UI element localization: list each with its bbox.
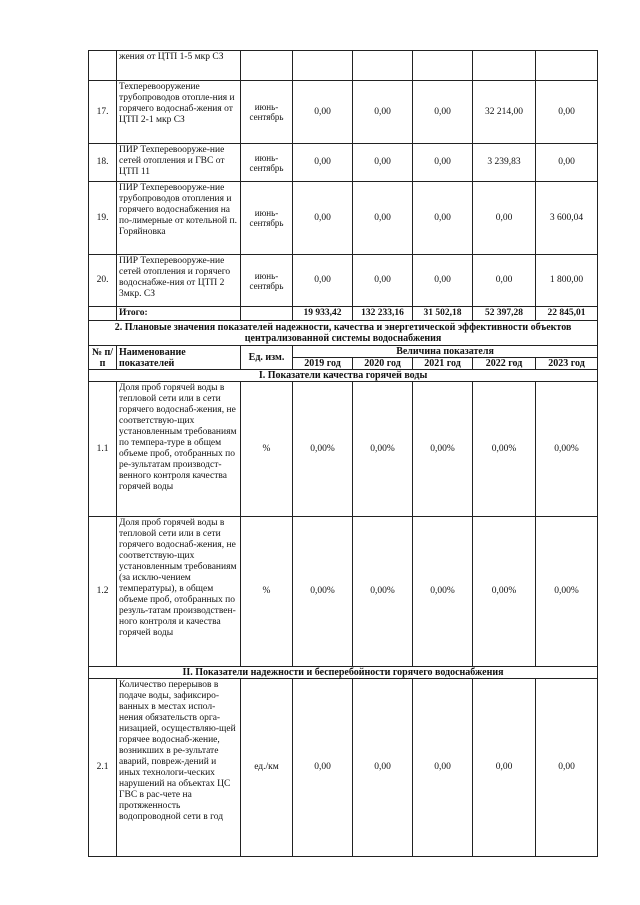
row-number: 2.1 [89,679,117,857]
value-cell: 0,00 [353,182,413,255]
total-value: 132 233,16 [353,307,413,321]
header-name: Наименование показателей [117,346,241,370]
value-cell: 0,00 [413,182,473,255]
table-row [89,517,598,667]
row-period: июнь-сентябрь [241,182,293,255]
value-cell: 0,00% [536,382,598,517]
value-cell: 0,00 [536,81,598,144]
value-cell: 0,00% [293,517,353,667]
row-period: июнь-сентябрь [241,144,293,182]
row-name: жения от ЦТП 1-5 мкр СЗ [117,51,241,81]
value-cell: 0,00 [413,81,473,144]
value-cell: 0,00 [473,679,536,857]
row-unit: ед./км [241,679,293,857]
row-name: ПИР Техперевооруже-ние сетей отопления и ГВС от ЦТП 11 [117,144,241,182]
header-values: Величина показателя [293,346,598,358]
header-number: № п/п [89,346,117,370]
subsection-row [89,370,598,382]
value-cell: 0,00 [413,255,473,307]
row-unit: % [241,517,293,667]
header-unit: Ед. изм. [241,346,293,370]
subsection-title: I. Показатели качества горячей воды [89,370,598,382]
header-year: 2021 год [413,358,473,370]
table-row [89,81,598,144]
value-cell: 0,00% [413,517,473,667]
row-name: Количество перерывов в подаче воды, зафиксиро-ванных в местах испол-нения обязательств орга-низацией, осуществляю-щей горячее водоснаб-жение, возникших в ре-зультате аварий, повреж-дений и иных технологи-ческих нарушений на объектах ЦС ГВС в рас-чете на протяженность водопроводной сети в год [117,679,241,857]
row-number: 1.1 [89,382,117,517]
value-cell: 0,00% [536,517,598,667]
table-row [89,255,598,307]
row-period: июнь-сентябрь [241,255,293,307]
value-cell: 0,00 [353,144,413,182]
row-unit: % [241,382,293,517]
section-title: 2. Плановые значения показателей надежности, качества и энергетической эффективности объектов централизованной системы водоснабжения [89,321,598,346]
table-row [89,182,598,255]
table-row [89,144,598,182]
value-cell: 3 600,04 [536,182,598,255]
total-label: Итого: [117,307,241,321]
value-cell: 0,00% [473,517,536,667]
row-name: ПИР Техперевооруже-ние сетей отопления и горячего водоснабже-ния от ЦТП 2 3мкр. СЗ [117,255,241,307]
header-year: 2023 год [536,358,598,370]
row-number: 18. [89,144,117,182]
value-cell: 0,00% [353,517,413,667]
value-cell: 0,00 [473,255,536,307]
header-row [89,346,598,358]
section-title-row [89,321,598,346]
total-value: 19 933,42 [293,307,353,321]
total-value: 31 502,18 [413,307,473,321]
table-row [89,679,598,857]
header-year: 2020 год [353,358,413,370]
value-cell: 0,00 [413,679,473,857]
value-cell: 0,00 [293,255,353,307]
total-row [89,307,598,321]
value-cell: 32 214,00 [473,81,536,144]
value-cell: 0,00 [353,81,413,144]
document-page [88,50,597,857]
value-cell: 0,00 [536,679,598,857]
value-cell: 0,00 [293,679,353,857]
header-year: 2022 год [473,358,536,370]
value-cell: 0,00 [353,255,413,307]
value-cell: 0,00 [293,81,353,144]
value-cell: 0,00 [353,679,413,857]
investment-table [88,50,598,321]
row-name: ПИР Техперевооруже-ние трубопроводов отопления и горячего водоснабжения на по-лимерные от котельной п. Горяйновка [117,182,241,255]
indicators-table [88,320,598,857]
value-cell: 0,00 [473,182,536,255]
value-cell: 3 239,83 [473,144,536,182]
total-value: 22 845,01 [536,307,598,321]
row-number: 20. [89,255,117,307]
value-cell: 0,00 [536,144,598,182]
row-period: июнь-сентябрь [241,81,293,144]
total-value: 52 397,28 [473,307,536,321]
value-cell: 0,00% [293,382,353,517]
row-number: 17. [89,81,117,144]
row-number: 19. [89,182,117,255]
value-cell: 1 800,00 [536,255,598,307]
table-row [89,382,598,517]
value-cell: 0,00 [293,144,353,182]
row-number: 1.2 [89,517,117,667]
row-name: Техперевооружение трубопроводов отопле-ния и горячего водоснаб-жения от ЦТП 2-1 мкр СЗ [117,81,241,144]
header-year: 2019 год [293,358,353,370]
row-name: Доля проб горячей воды в тепловой сети или в сети горячего водоснаб-жения, не соответствую-щих установленным требованиям по темпера-туре в общем объеме проб, отобранных по ре-зультатам производст-венного контроля качества горячей воды [117,382,241,517]
subsection-row [89,667,598,679]
value-cell: 0,00% [413,382,473,517]
value-cell: 0,00 [293,182,353,255]
subsection-title: II. Показатели надежности и бесперебойности горячего водоснабжения [89,667,598,679]
table-row [89,51,598,81]
row-name: Доля проб горячей воды в тепловой сети или в сети горячего водоснаб-жения, не соответствую-щих установленным требованиям (за исклю-чением температуры), в общем объеме проб, отобранных по резуль-татам производствен-ного контроля и качества горячей воды [117,517,241,667]
value-cell: 0,00 [413,144,473,182]
value-cell: 0,00% [353,382,413,517]
value-cell: 0,00% [473,382,536,517]
